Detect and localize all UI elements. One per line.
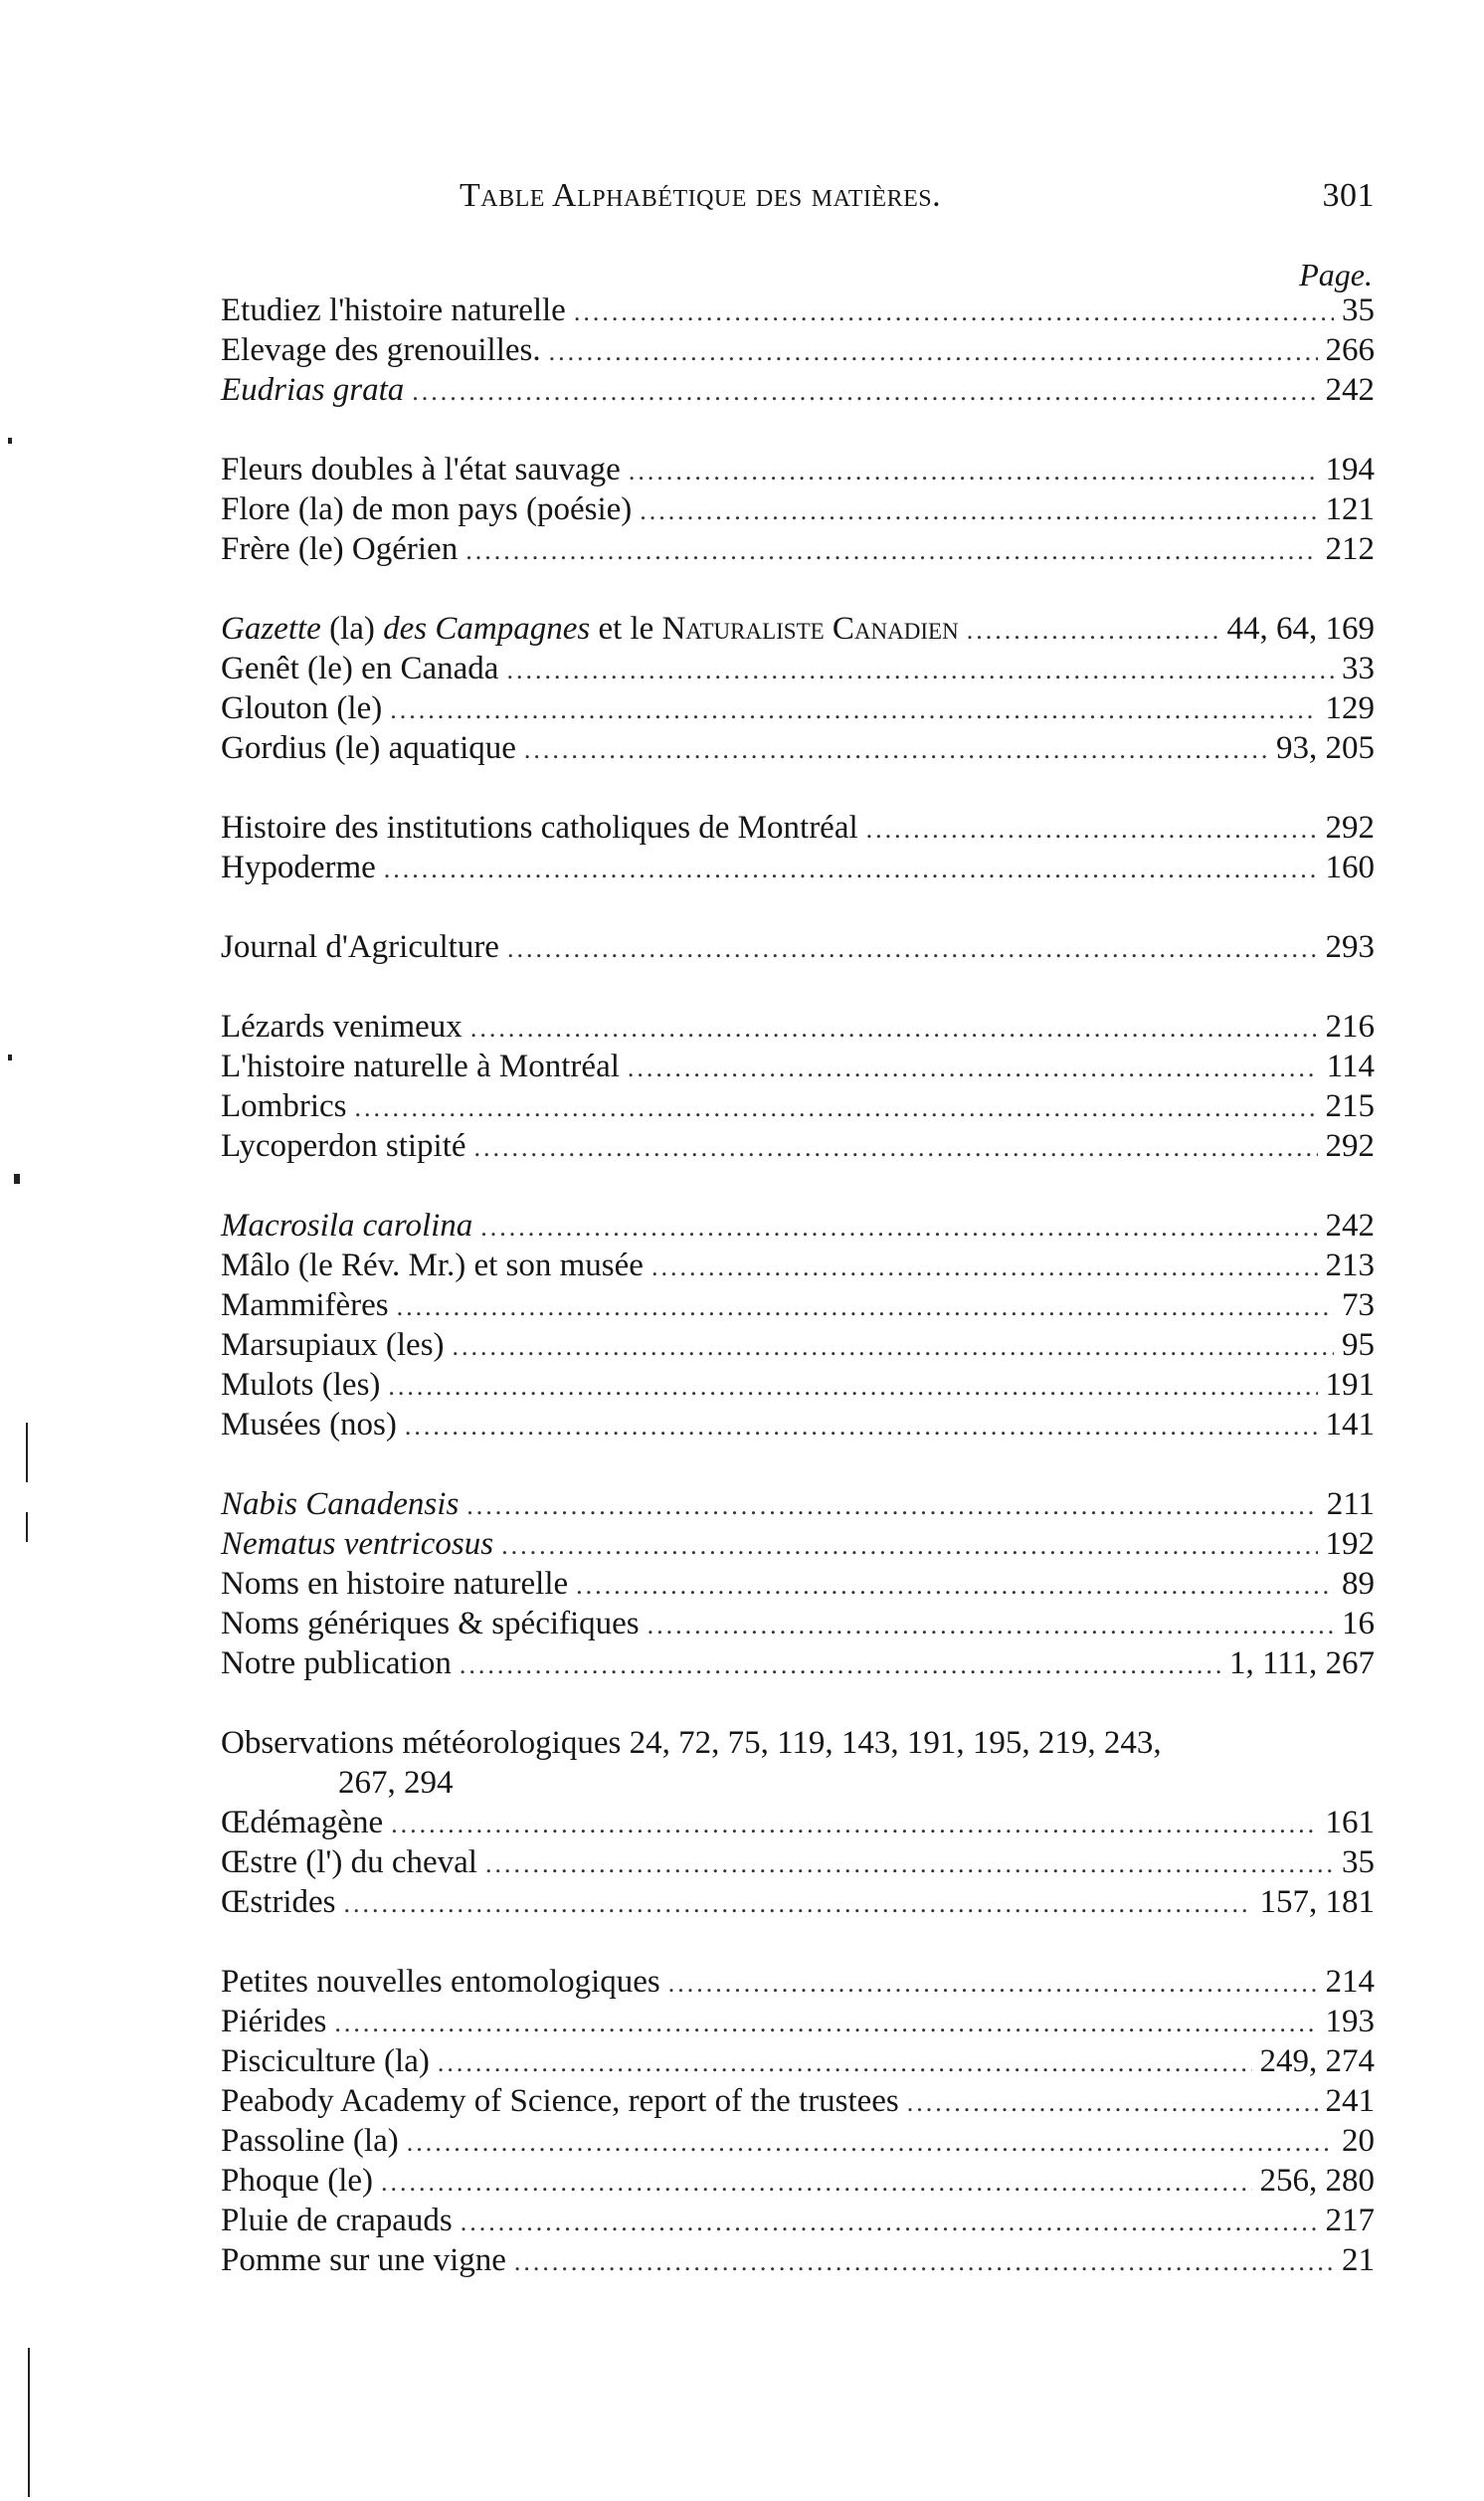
dot-leader bbox=[668, 1964, 1318, 2004]
dot-leader bbox=[465, 531, 1317, 571]
index-page-refs: 242 bbox=[1325, 1208, 1375, 1244]
index-entry bbox=[221, 1047, 1375, 1086]
running-header bbox=[460, 177, 1375, 227]
index-page-refs: 292 bbox=[1325, 810, 1375, 846]
group-spacer bbox=[221, 1922, 1375, 1962]
index-term bbox=[221, 609, 959, 649]
index-term: Pluie de crapauds bbox=[221, 2203, 453, 2238]
dot-leader bbox=[381, 2163, 1251, 2203]
index-page-refs: 1, 111, 267 bbox=[1228, 1645, 1375, 1681]
page-column-heading: Page. bbox=[1299, 257, 1373, 292]
index-term: Pisciculture (la) bbox=[221, 2043, 430, 2079]
index-term: Frère (le) Ogérien bbox=[221, 531, 459, 567]
index-entry bbox=[221, 1962, 1375, 2002]
index-entry bbox=[221, 1365, 1375, 1405]
index-term: Elevage des grenouilles. bbox=[221, 332, 541, 368]
dot-leader bbox=[507, 929, 1318, 969]
index-page-refs: 89 bbox=[1342, 1566, 1375, 1602]
index-term: Eudrias grata bbox=[221, 372, 405, 408]
index-page-refs: 212 bbox=[1325, 531, 1375, 567]
dot-leader bbox=[384, 850, 1318, 889]
index-term: Macrosila carolina bbox=[221, 1208, 473, 1244]
index-term: Mâlo (le Rév. Mr.) et son musée bbox=[221, 1248, 644, 1283]
index-page-refs: 214 bbox=[1325, 1964, 1375, 2000]
index-page-refs: 213 bbox=[1325, 1248, 1375, 1283]
alphabetical-index bbox=[221, 290, 1375, 2280]
index-page-refs: 192 bbox=[1325, 1526, 1375, 1562]
dot-leader bbox=[506, 651, 1334, 690]
index-term: Fleurs doubles à l'état sauvage bbox=[221, 452, 621, 487]
dot-leader bbox=[461, 2203, 1318, 2242]
index-term: Phoque (le) bbox=[221, 2163, 374, 2199]
index-term: Marsupiaux (les) bbox=[221, 1327, 445, 1363]
index-page-refs: 141 bbox=[1325, 1407, 1375, 1443]
dot-leader bbox=[629, 452, 1318, 491]
dot-leader bbox=[967, 611, 1219, 651]
dot-leader bbox=[407, 2123, 1334, 2163]
index-page-refs: 241 bbox=[1325, 2083, 1375, 2119]
index-page-refs: 21 bbox=[1342, 2242, 1375, 2278]
group-spacer bbox=[221, 1683, 1375, 1723]
index-term: Mammifères bbox=[221, 1287, 389, 1323]
dot-leader bbox=[397, 1287, 1334, 1327]
index-entry bbox=[221, 1564, 1375, 1604]
index-term: Nabis Canadensis bbox=[221, 1486, 460, 1522]
group-spacer bbox=[221, 1166, 1375, 1206]
index-term: Etudiez l'histoire naturelle bbox=[221, 292, 566, 328]
index-page-refs: 293 bbox=[1325, 929, 1375, 965]
index-term: Lombrics bbox=[221, 1088, 347, 1124]
index-term: Flore (la) de mon pays (poésie) bbox=[221, 491, 633, 527]
index-page-refs: 191 bbox=[1325, 1367, 1375, 1403]
index-term-part: (la) bbox=[320, 611, 384, 647]
index-term: Histoire des institutions catholiques de Montréal bbox=[221, 810, 858, 846]
dot-leader bbox=[470, 1009, 1318, 1049]
index-term: Notre publication bbox=[221, 1645, 452, 1681]
index-entry bbox=[221, 2201, 1375, 2240]
index-page-refs: 121 bbox=[1325, 491, 1375, 527]
index-page-refs: 211 bbox=[1326, 1486, 1375, 1522]
index-page-refs: 114 bbox=[1326, 1049, 1375, 1084]
index-page-refs: 73 bbox=[1342, 1287, 1375, 1323]
dot-leader bbox=[412, 372, 1317, 412]
index-entry bbox=[221, 848, 1375, 887]
index-page-refs: 217 bbox=[1325, 2203, 1375, 2238]
index-term: Œstrides bbox=[221, 1884, 336, 1920]
dot-leader bbox=[866, 810, 1318, 850]
index-term: Piérides bbox=[221, 2004, 327, 2039]
index-page-refs: 215 bbox=[1325, 1088, 1375, 1124]
group-spacer bbox=[221, 887, 1375, 927]
index-page-refs: 249, 274 bbox=[1259, 2043, 1375, 2079]
index-term-part: Gazette bbox=[221, 611, 321, 647]
running-title: Table Alphabétique des matières. bbox=[460, 177, 942, 214]
dot-leader bbox=[438, 2043, 1252, 2083]
dot-leader bbox=[628, 1049, 1319, 1088]
dot-leader bbox=[549, 332, 1318, 372]
dot-leader bbox=[907, 2083, 1318, 2123]
index-page-refs: 161 bbox=[1325, 1805, 1375, 1840]
index-entry bbox=[221, 1206, 1375, 1246]
dot-leader bbox=[354, 1088, 1317, 1128]
index-page-refs: 16 bbox=[1342, 1606, 1375, 1641]
index-entry bbox=[221, 649, 1375, 688]
dot-leader bbox=[344, 1884, 1252, 1924]
index-entry bbox=[221, 290, 1375, 330]
index-entry bbox=[221, 2240, 1375, 2280]
index-entry bbox=[221, 2121, 1375, 2161]
index-page-refs: 266 bbox=[1325, 332, 1375, 368]
index-entry bbox=[221, 1803, 1375, 1842]
index-term: Musées (nos) bbox=[221, 1407, 397, 1443]
dot-leader bbox=[474, 1128, 1318, 1168]
index-term: Nematus ventricosus bbox=[221, 1526, 494, 1562]
index-term: Passoline (la) bbox=[221, 2123, 399, 2159]
index-term: Journal d'Agriculture bbox=[221, 929, 499, 965]
index-entry bbox=[221, 1325, 1375, 1365]
dot-leader bbox=[576, 1566, 1334, 1606]
group-spacer bbox=[221, 410, 1375, 450]
index-term-part: Naturaliste Canadien bbox=[661, 611, 959, 647]
dot-leader bbox=[334, 2004, 1317, 2043]
index-term: Glouton (le) bbox=[221, 690, 383, 726]
index-page-refs: 44, 64, 169 bbox=[1226, 611, 1375, 647]
dot-leader bbox=[648, 1606, 1334, 1645]
dot-leader bbox=[485, 1844, 1334, 1884]
dot-leader bbox=[480, 1208, 1317, 1248]
index-term: Genêt (le) en Canada bbox=[221, 651, 499, 686]
index-entry bbox=[221, 728, 1375, 768]
index-entry bbox=[221, 2081, 1375, 2121]
index-term: Petites nouvelles entomologiques bbox=[221, 1964, 660, 2000]
index-term: Noms en histoire naturelle bbox=[221, 1566, 569, 1602]
index-term: Œdémagène bbox=[221, 1805, 384, 1840]
index-entry bbox=[221, 450, 1375, 489]
dot-leader bbox=[405, 1407, 1318, 1446]
index-term: Lézards venimeux bbox=[221, 1009, 463, 1045]
index-term: Lycoperdon stipité bbox=[221, 1128, 466, 1164]
index-page-refs: 93, 205 bbox=[1276, 730, 1375, 766]
index-entry bbox=[221, 1723, 1375, 1763]
index-page-refs: 35 bbox=[1342, 292, 1375, 328]
index-entry bbox=[221, 808, 1375, 848]
index-term: Hypoderme bbox=[221, 850, 376, 885]
group-spacer bbox=[221, 967, 1375, 1007]
index-entry bbox=[221, 1763, 1375, 1803]
dot-leader bbox=[501, 1526, 1317, 1566]
index-page-refs: 292 bbox=[1325, 1128, 1375, 1164]
dot-leader bbox=[391, 1805, 1317, 1844]
index-page-refs: 33 bbox=[1342, 651, 1375, 686]
index-entry bbox=[221, 1524, 1375, 1564]
dot-leader bbox=[574, 292, 1334, 332]
index-entry bbox=[221, 688, 1375, 728]
index-entry bbox=[221, 1405, 1375, 1444]
group-spacer bbox=[221, 1444, 1375, 1484]
index-entry bbox=[221, 1007, 1375, 1047]
index-entry bbox=[221, 1842, 1375, 1882]
index-page-refs: 95 bbox=[1342, 1327, 1375, 1363]
index-entry bbox=[221, 1126, 1375, 1166]
index-term: 267, 294 bbox=[338, 1765, 454, 1801]
dot-leader bbox=[466, 1486, 1318, 1526]
index-page-refs: 193 bbox=[1325, 2004, 1375, 2039]
group-spacer bbox=[221, 768, 1375, 808]
index-term-part: et le bbox=[590, 611, 662, 647]
index-entry bbox=[221, 1604, 1375, 1643]
index-term-part: des Campagnes bbox=[383, 611, 591, 647]
index-entry bbox=[221, 489, 1375, 529]
index-term: Noms génériques & spécifiques bbox=[221, 1606, 640, 1641]
index-term: Gordius (le) aquatique bbox=[221, 730, 516, 766]
index-page-refs: 157, 181 bbox=[1259, 1884, 1375, 1920]
dot-leader bbox=[651, 1248, 1318, 1287]
index-entry bbox=[221, 1285, 1375, 1325]
index-page-refs: 256, 280 bbox=[1259, 2163, 1375, 2199]
index-page-refs: 194 bbox=[1325, 452, 1375, 487]
dot-leader bbox=[640, 491, 1317, 531]
index-term: Œstre (l') du cheval bbox=[221, 1844, 477, 1880]
dot-leader bbox=[388, 1367, 1317, 1407]
index-page-refs: 160 bbox=[1325, 850, 1375, 885]
index-entry bbox=[221, 609, 1375, 649]
index-entry bbox=[221, 1246, 1375, 1285]
dot-leader bbox=[514, 2242, 1334, 2282]
index-entry bbox=[221, 1484, 1375, 1524]
index-entry bbox=[221, 370, 1375, 410]
index-entry bbox=[221, 927, 1375, 967]
dot-leader bbox=[524, 730, 1268, 770]
dot-leader bbox=[460, 1645, 1221, 1685]
index-term: L'histoire naturelle à Montréal bbox=[221, 1049, 620, 1084]
index-entry bbox=[221, 2041, 1375, 2081]
dot-leader bbox=[453, 1327, 1334, 1367]
index-entry bbox=[221, 2161, 1375, 2201]
dot-leader bbox=[390, 690, 1317, 730]
index-term: Peabody Academy of Science, report of the trustees bbox=[221, 2083, 899, 2119]
index-page-refs: 129 bbox=[1325, 690, 1375, 726]
index-term: Mulots (les) bbox=[221, 1367, 381, 1403]
index-entry bbox=[221, 2002, 1375, 2041]
index-entry bbox=[221, 1643, 1375, 1683]
index-entry bbox=[221, 1882, 1375, 1922]
index-term: Pomme sur une vigne bbox=[221, 2242, 506, 2278]
index-entry bbox=[221, 529, 1375, 569]
index-entry bbox=[221, 1086, 1375, 1126]
page-number: 301 bbox=[1322, 177, 1375, 214]
index-page-refs: 20 bbox=[1342, 2123, 1375, 2159]
index-page-refs: 216 bbox=[1325, 1009, 1375, 1045]
index-page-refs: 242 bbox=[1325, 372, 1375, 408]
index-entry bbox=[221, 330, 1375, 370]
index-term: Observations météorologiques 24, 72, 75, 119, 143, 191, 195, 219, 243, bbox=[221, 1725, 1162, 1761]
index-page-refs: 35 bbox=[1342, 1844, 1375, 1880]
group-spacer bbox=[221, 569, 1375, 609]
